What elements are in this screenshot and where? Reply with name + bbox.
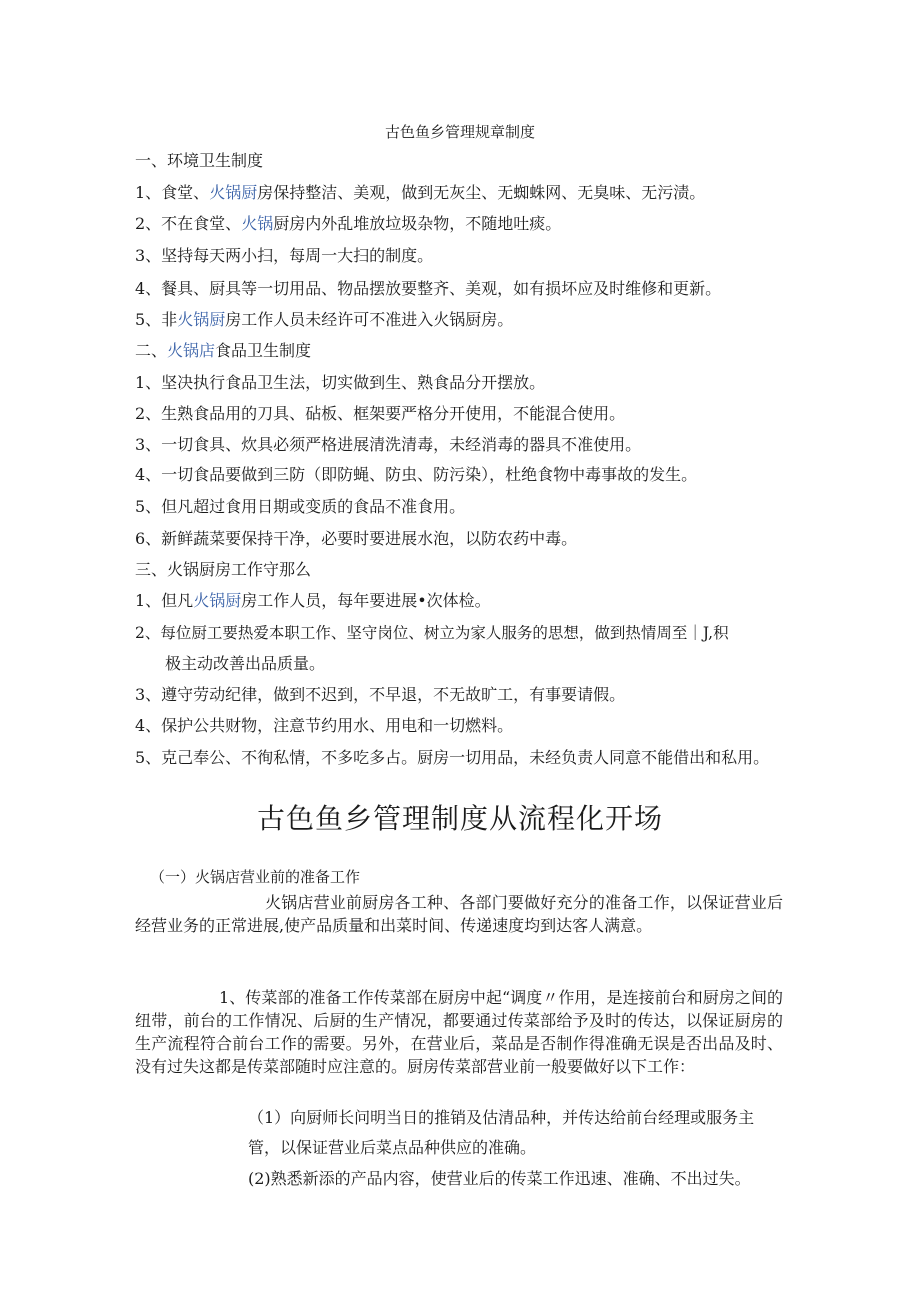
highlight-link: 火锅 [241,214,274,233]
kitchen-rule-1 [135,591,491,611]
highlight-link: 火锅厨 [209,183,258,202]
part1-heading: （一）火锅店营业前的准备工作 [150,868,361,886]
rule-text: 房工作人员，每年要进展•次体检。 [241,591,491,610]
food-rule-3: 3、一切食具、炊具必须严格进展清洗清毒，未经消毒的器具不准使用。 [135,435,642,454]
kitchen-rule-3: 3、遵守劳动纪律，做到不迟到，不早退，不无故旷工，有事要请假。 [135,685,626,704]
section-heading-kitchen-rules: 三、火锅厨房工作守那么 [135,560,312,579]
item1-sub2: (2)熟悉新添的产品内容，使营业后的传菜工作迅速、准确、不出过失。 [248,1169,751,1188]
highlight-link: 火锅厨 [177,310,226,329]
highlight-link: 火锅厨 [193,591,242,610]
environment-rule-5 [135,310,513,330]
kitchen-rule-2-continued: 极主动改善出品质量。 [165,654,326,673]
process-title: 古色鱼乡管理制度从流程化开场 [256,802,663,835]
rule-text: 房保持整洁、美观，做到无灰尘、无蜘蛛网、无臭味、无污渍。 [257,183,706,202]
rule-text: 1、食堂、 [135,183,210,202]
environment-rule-2 [135,214,561,234]
item1-sub1-continued: 管，以保证营业后菜点品种供应的准确。 [248,1138,537,1157]
rule-text: 房工作人员未经许可不准进入火锅厨房。 [225,310,514,329]
highlight-link: 火锅店 [167,341,216,360]
rule-text: 1、但凡 [135,591,194,610]
part1-paragraph: 火锅店营业前厨房各工种、各部门要做好充分的准备工作，以保证营业后经营业务的正常进展,使产品质量和出菜时间、传递速度均到达客人满意。 [135,893,783,935]
section-heading-food-hygiene [135,341,311,361]
section-heading-environment: 一、环境卫生制度 [135,151,264,170]
rule-text: 厨房内外乱堆放垃圾杂物，不随地吐痰。 [273,214,562,233]
food-rule-5: 5、但凡超过食用日期或变质的食品不准食用。 [135,497,466,516]
environment-rule-4: 4、餐具、厨具等一切用品、物品摆放要整齐、美观，如有损坏应及时维修和更新。 [135,279,722,298]
environment-rule-3: 3、坚持每天两小扫，每周一大扫的制度。 [135,246,434,265]
kitchen-rule-2: 2、每位厨工要热爱本职工作、坚守岗位、树立为家人服务的思想，做到热情周至｜J,积 [135,624,729,642]
item1-paragraph: 1、传菜部的准备工作传菜部在厨房中起“调度〃作用，是连接前台和厨房之间的纽带，前台的工作情况、后厨的生产情况，都要通过传菜部给予及时的传达，以保证厨房的生产流程符合前台工作的需要。另外，在营业后，菜品是否制作得准确无误是否出品及时、没有过失这都是传菜部随时应注意的。厨房传菜部营业前一般要做好以下工作： [135,988,783,1076]
heading-text: 食品卫生制度 [215,341,312,360]
rule-text: 5、非 [135,310,178,329]
environment-rule-1 [135,183,705,203]
heading-text: 二、 [135,341,168,360]
food-rule-2: 2、生熟食品用的刀具、砧板、框架要严格分开使用，不能混合使用。 [135,404,626,423]
document-title: 古色鱼乡管理规章制度 [384,123,535,141]
kitchen-rule-4: 4、保护公共财物，注意节约用水、用电和一切燃料。 [135,716,514,735]
kitchen-rule-5: 5、克己奉公、不徇私情，不多吃多占。厨房一切用品，未经负责人同意不能借出和私用。 [135,748,770,767]
rule-text: 2、不在食堂、 [135,214,242,233]
food-rule-6: 6、新鲜蔬菜要保持干净，必要时要进展水泡，以防农药中毒。 [135,529,578,548]
food-rule-1: 1、坚决执行食品卫生法，切实做到生、熟食品分开摆放。 [135,373,546,392]
food-rule-4: 4、一切食品要做到三防（即防蝇、防虫、防污染），杜绝食物中毒事故的发生。 [135,465,698,484]
item1-sub1: （1）向厨师长问明当日的推销及估清品种，并传达给前台经理或服务主 [248,1108,755,1127]
